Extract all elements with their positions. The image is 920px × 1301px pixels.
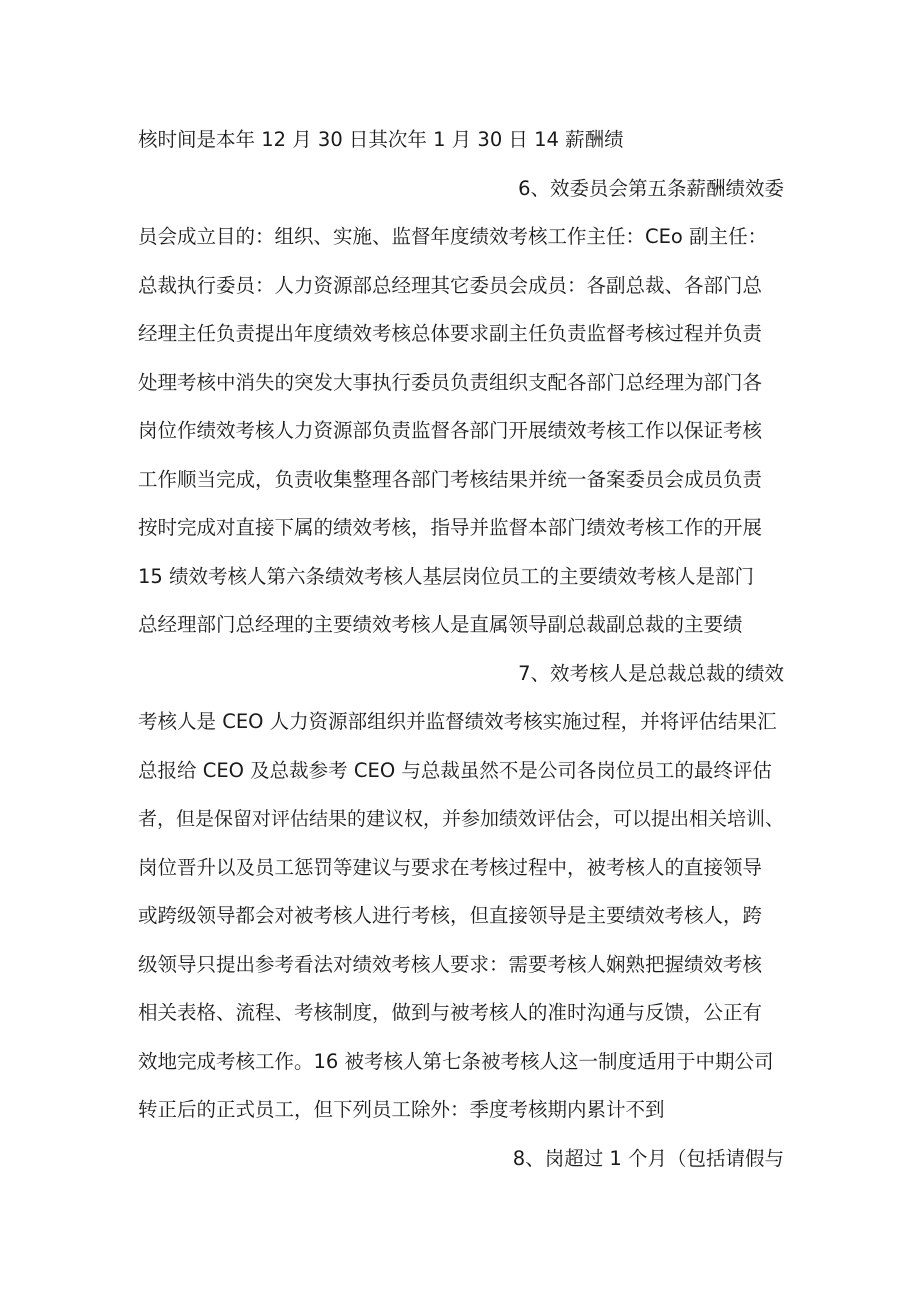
text-line: 员会成立目的：组织、实施、监督年度绩效考核工作主任：CEo 副主任： <box>138 225 768 248</box>
text-line: 15 绩效考核人第六条绩效考核人基层岗位员工的主要绩效考核人是部门 <box>138 564 755 588</box>
text-line: 岗位晋升以及员工惩罚等建议与要求在考核过程中，被考核人的直接领导 <box>138 855 763 879</box>
text-line: 总裁执行委员：人力资源部总经理其它委员会成员：各副总裁、各部门总 <box>138 273 763 297</box>
text-line: 工作顺当完成，负责收集整理各部门考核结果并统一备案委员会成员负责 <box>138 467 763 491</box>
text-line: 或跨级领导都会对被考核人进行考核，但直接领导是主要绩效考核人，跨 <box>138 904 763 927</box>
text-line: 总经理部门总经理的主要绩效考核人是直属领导副总裁副总裁的主要绩 <box>138 613 743 636</box>
text-line: 按时完成对直接下属的绩效考核，指导并监督本部门绩效考核工作的开展 <box>138 516 763 539</box>
text-line: 效地完成考核工作。16 被考核人第七条被考核人这一制度适用于中期公司 <box>138 1049 774 1073</box>
text-line: 经理主任负责提出年度绩效考核总体要求副主任负责监督考核过程并负责 <box>138 322 763 345</box>
text-line: 转正后的正式员工，但下列员工除外：季度考核期内累计不到 <box>138 1098 665 1121</box>
text-line: 总报给 CEO 及总裁参考 CEO 与总裁虽然不是公司各岗位员工的最终评估 <box>138 758 772 782</box>
text-line: 考核人是 CEO 人力资源部组织并监督绩效考核实施过程，并将评估结果汇 <box>138 710 777 733</box>
document-body <box>138 116 784 1183</box>
text-line: 7、效考核人是总裁总裁的绩效 <box>518 661 784 685</box>
text-line: 6、效委员会第五条薪酬绩效委 <box>518 176 784 200</box>
text-line: 核时间是本年 12 月 30 日其次年 1 月 30 日 14 薪酬绩 <box>138 128 624 151</box>
text-line: 者，但是保留对评估结果的建议权，并参加绩效评估会，可以提出相关培训、 <box>138 808 784 830</box>
text-line: 相关表格、流程、考核制度，做到与被考核人的准时沟通与反馈，公正有 <box>138 1001 763 1024</box>
text-line: 岗位作绩效考核人力资源部负责监督各部门开展绩效考核工作以保证考核 <box>138 419 763 442</box>
text-line: 级领导只提出参考看法对绩效考核人要求：需要考核人娴熟把握绩效考核 <box>138 952 763 976</box>
text-line: 8、岗超过 1 个月（包括请假与 <box>512 1146 784 1170</box>
text-line: 处理考核中消失的突发大事执行委员负责组织支配各部门总经理为部门各 <box>138 370 763 394</box>
